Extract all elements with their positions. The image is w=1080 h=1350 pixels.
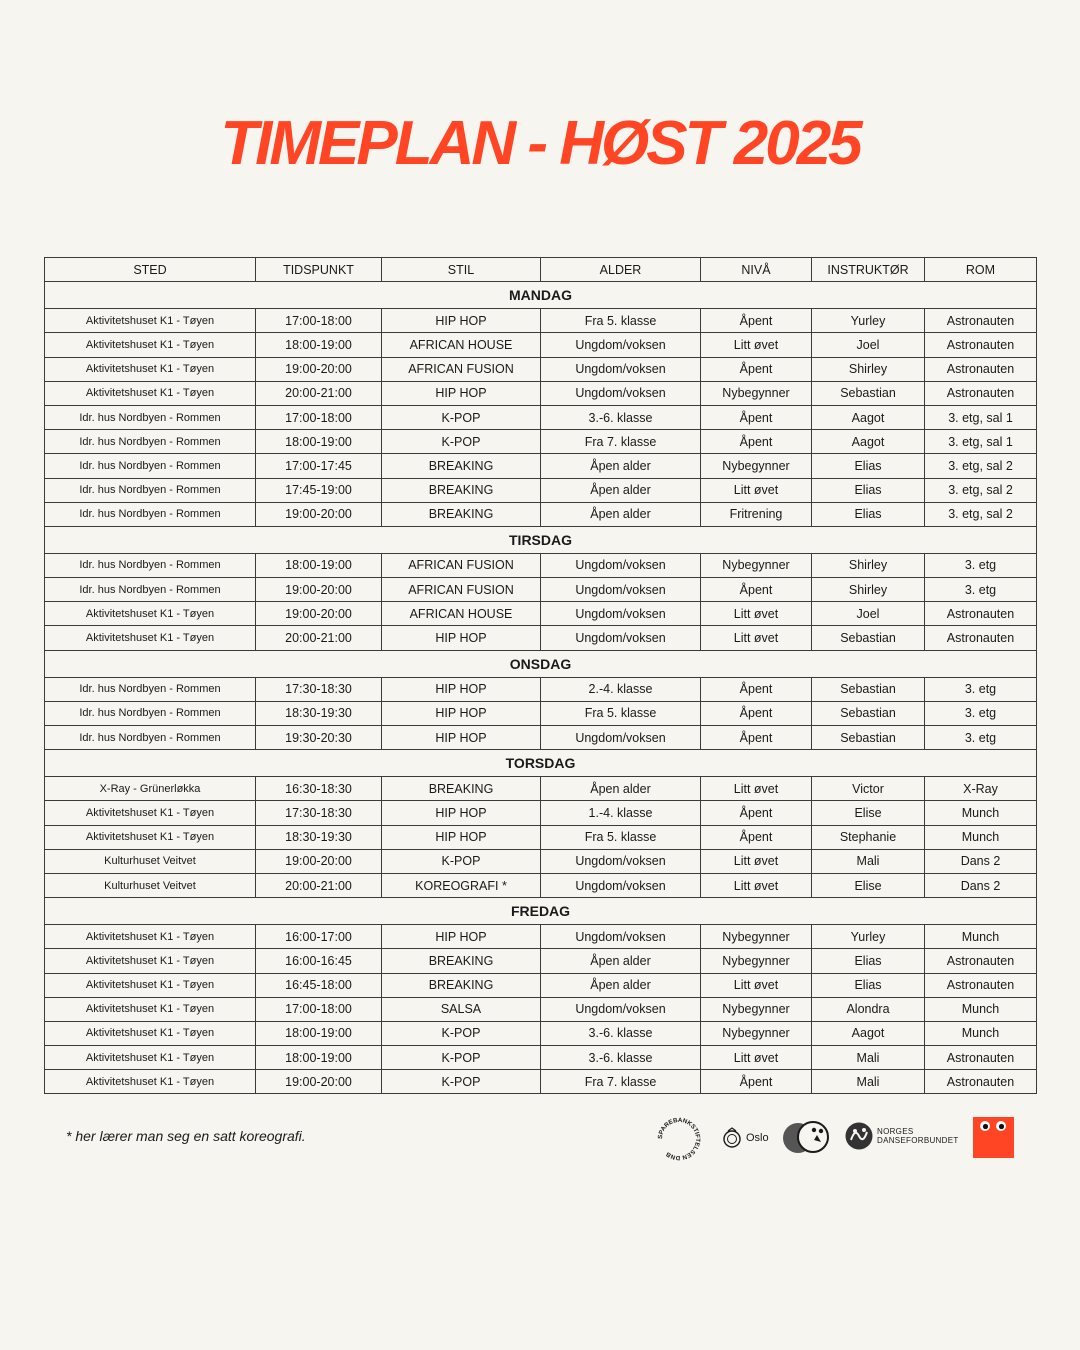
cell-instruktor: Elias [812,454,925,478]
day-heading: ONSDAG [45,650,1037,677]
cell-alder: Ungdom/voksen [541,873,701,897]
cell-alder: Ungdom/voksen [541,553,701,577]
table-row [45,357,1037,381]
cell-rom: Astronauten [925,949,1037,973]
cell-instruktor: Joel [812,333,925,357]
cell-instruktor: Aagot [812,1021,925,1045]
cell-tidspunkt: 16:30-18:30 [256,777,382,801]
cell-sted: Aktivitetshuset K1 - Tøyen [45,1070,256,1094]
cell-niva: Litt øvet [701,626,812,650]
cell-alder: Ungdom/voksen [541,997,701,1021]
cell-stil: K-POP [382,430,541,454]
table-row [45,602,1037,626]
cell-stil: HIP HOP [382,726,541,750]
cell-tidspunkt: 17:00-18:00 [256,997,382,1021]
table-row [45,997,1037,1021]
cell-stil: KOREOGRAFI * [382,873,541,897]
cell-rom: Munch [925,801,1037,825]
cell-stil: K-POP [382,1021,541,1045]
cell-sted: Aktivitetshuset K1 - Tøyen [45,357,256,381]
cell-alder: Åpen alder [541,973,701,997]
cell-niva: Nybegynner [701,454,812,478]
table-row [45,333,1037,357]
table-row [45,626,1037,650]
cell-alder: Fra 7. klasse [541,430,701,454]
table-row [45,1046,1037,1070]
cell-niva: Litt øvet [701,873,812,897]
cell-stil: K-POP [382,405,541,429]
cell-niva: Litt øvet [701,333,812,357]
cell-alder: Ungdom/voksen [541,726,701,750]
cell-instruktor: Sebastian [812,726,925,750]
cell-alder: Fra 5. klasse [541,701,701,725]
table-row [45,873,1037,897]
cell-tidspunkt: 16:45-18:00 [256,973,382,997]
cell-rom: 3. etg, sal 2 [925,454,1037,478]
column-header-tidspunkt: TIDSPUNKT [256,258,382,282]
cell-sted: Kulturhuset Veitvet [45,873,256,897]
cell-stil: HIP HOP [382,381,541,405]
cell-niva: Åpent [701,701,812,725]
cell-sted: Idr. hus Nordbyen - Rommen [45,677,256,701]
cell-instruktor: Yurley [812,925,925,949]
day-heading: TIRSDAG [45,526,1037,553]
cell-niva: Nybegynner [701,381,812,405]
day-header-row [45,650,1037,677]
cell-alder: Ungdom/voksen [541,357,701,381]
cell-rom: Munch [925,925,1037,949]
cell-stil: BREAKING [382,454,541,478]
cell-sted: Aktivitetshuset K1 - Tøyen [45,626,256,650]
column-header-niva: NIVÅ [701,258,812,282]
column-header-instruktor: INSTRUKTØR [812,258,925,282]
cell-instruktor: Mali [812,1070,925,1094]
cell-rom: 3. etg [925,726,1037,750]
cell-sted: Idr. hus Nordbyen - Rommen [45,553,256,577]
table-row [45,925,1037,949]
cell-stil: HIP HOP [382,925,541,949]
cell-instruktor: Shirley [812,357,925,381]
cell-stil: AFRICAN FUSION [382,357,541,381]
cell-rom: 3. etg [925,677,1037,701]
svg-text:SPAREBANKSTIFTELSEN DNB [657,1117,701,1161]
column-header-rom: ROM [925,258,1037,282]
cell-stil: AFRICAN FUSION [382,553,541,577]
danseforbund-text-line2: DANSEFORBUNDET [877,1136,959,1145]
cell-alder: Fra 7. klasse [541,1070,701,1094]
cell-sted: Idr. hus Nordbyen - Rommen [45,578,256,602]
cell-stil: HIP HOP [382,626,541,650]
cell-sted: Aktivitetshuset K1 - Tøyen [45,949,256,973]
cell-alder: Ungdom/voksen [541,849,701,873]
cell-niva: Litt øvet [701,1046,812,1070]
table-row [45,677,1037,701]
cell-niva: Litt øvet [701,602,812,626]
cell-alder: 3.-6. klasse [541,1046,701,1070]
cell-alder: Ungdom/voksen [541,602,701,626]
cell-niva: Nybegynner [701,553,812,577]
cell-rom: Munch [925,1021,1037,1045]
cell-stil: AFRICAN HOUSE [382,333,541,357]
cell-sted: Aktivitetshuset K1 - Tøyen [45,333,256,357]
table-row [45,405,1037,429]
cell-instruktor: Alondra [812,997,925,1021]
cell-niva: Nybegynner [701,925,812,949]
cell-niva: Nybegynner [701,997,812,1021]
cell-alder: 3.-6. klasse [541,405,701,429]
cell-sted: Aktivitetshuset K1 - Tøyen [45,381,256,405]
cell-rom: 3. etg, sal 2 [925,478,1037,502]
cell-rom: Astronauten [925,381,1037,405]
cell-tidspunkt: 19:00-20:00 [256,357,382,381]
sparebank-logo-text: SPAREBANKSTIFTELSEN DNB [656,1116,702,1162]
cell-instruktor: Shirley [812,578,925,602]
cell-stil: K-POP [382,1046,541,1070]
cell-tidspunkt: 17:45-19:00 [256,478,382,502]
column-header-alder: ALDER [541,258,701,282]
cell-stil: BREAKING [382,949,541,973]
table-row [45,578,1037,602]
table-row [45,502,1037,526]
day-heading: MANDAG [45,282,1037,309]
red-eyes-logo [973,1117,1014,1158]
cell-niva: Åpent [701,825,812,849]
cell-rom: 3. etg [925,578,1037,602]
bird-logo [781,1118,831,1156]
column-header-sted: STED [45,258,256,282]
cell-alder: Åpen alder [541,478,701,502]
cell-alder: 1.-4. klasse [541,801,701,825]
cell-sted: X-Ray - Grünerløkka [45,777,256,801]
cell-rom: 3. etg [925,701,1037,725]
cell-rom: Astronauten [925,602,1037,626]
cell-sted: Idr. hus Nordbyen - Rommen [45,701,256,725]
cell-instruktor: Victor [812,777,925,801]
cell-alder: Åpen alder [541,949,701,973]
day-header-row [45,282,1037,309]
cell-sted: Idr. hus Nordbyen - Rommen [45,502,256,526]
cell-stil: BREAKING [382,478,541,502]
cell-niva: Åpent [701,578,812,602]
cell-tidspunkt: 18:00-19:00 [256,553,382,577]
cell-tidspunkt: 17:00-17:45 [256,454,382,478]
cell-niva: Åpent [701,357,812,381]
cell-sted: Aktivitetshuset K1 - Tøyen [45,602,256,626]
cell-rom: Astronauten [925,357,1037,381]
cell-tidspunkt: 20:00-21:00 [256,626,382,650]
cell-niva: Litt øvet [701,777,812,801]
table-row [45,553,1037,577]
cell-stil: AFRICAN FUSION [382,578,541,602]
day-header-row [45,898,1037,925]
cell-sted: Aktivitetshuset K1 - Tøyen [45,925,256,949]
cell-instruktor: Mali [812,849,925,873]
cell-niva: Åpent [701,801,812,825]
cell-tidspunkt: 20:00-21:00 [256,873,382,897]
cell-stil: HIP HOP [382,701,541,725]
cell-tidspunkt: 19:30-20:30 [256,726,382,750]
cell-rom: Astronauten [925,333,1037,357]
footnote: * her lærer man seg en satt koreografi. [66,1128,306,1144]
cell-stil: HIP HOP [382,825,541,849]
oslo-logo-text: Oslo [746,1132,769,1144]
cell-alder: Åpen alder [541,502,701,526]
cell-rom: Astronauten [925,626,1037,650]
cell-tidspunkt: 19:00-20:00 [256,1070,382,1094]
cell-rom: Munch [925,825,1037,849]
cell-tidspunkt: 17:00-18:00 [256,309,382,333]
cell-sted: Aktivitetshuset K1 - Tøyen [45,801,256,825]
cell-tidspunkt: 18:30-19:30 [256,825,382,849]
cell-alder: Ungdom/voksen [541,925,701,949]
cell-niva: Fritrening [701,502,812,526]
cell-sted: Aktivitetshuset K1 - Tøyen [45,825,256,849]
cell-niva: Nybegynner [701,949,812,973]
cell-tidspunkt: 18:00-19:00 [256,333,382,357]
cell-rom: Dans 2 [925,873,1037,897]
cell-instruktor: Mali [812,1046,925,1070]
cell-tidspunkt: 17:30-18:30 [256,801,382,825]
cell-instruktor: Sebastian [812,626,925,650]
sparebankstiftelsen-logo [654,1114,704,1164]
day-heading: FREDAG [45,898,1037,925]
table-row [45,454,1037,478]
table-row [45,825,1037,849]
table-row [45,849,1037,873]
cell-rom: Astronauten [925,1046,1037,1070]
cell-alder: Ungdom/voksen [541,626,701,650]
table-row [45,1070,1037,1094]
cell-sted: Idr. hus Nordbyen - Rommen [45,405,256,429]
cell-niva: Litt øvet [701,973,812,997]
cell-niva: Litt øvet [701,849,812,873]
cell-instruktor: Sebastian [812,677,925,701]
cell-instruktor: Elias [812,502,925,526]
table-row [45,726,1037,750]
cell-alder: Ungdom/voksen [541,578,701,602]
table-row [45,801,1037,825]
cell-alder: Åpen alder [541,454,701,478]
cell-tidspunkt: 18:00-19:00 [256,1046,382,1070]
cell-alder: Fra 5. klasse [541,825,701,849]
cell-instruktor: Sebastian [812,701,925,725]
cell-stil: BREAKING [382,973,541,997]
cell-instruktor: Elise [812,801,925,825]
table-row [45,430,1037,454]
cell-niva: Åpent [701,309,812,333]
cell-rom: X-Ray [925,777,1037,801]
cell-tidspunkt: 19:00-20:00 [256,578,382,602]
cell-rom: Astronauten [925,973,1037,997]
cell-tidspunkt: 19:00-20:00 [256,602,382,626]
cell-stil: HIP HOP [382,801,541,825]
schedule-table [44,257,1037,1094]
cell-rom: 3. etg [925,553,1037,577]
oslo-logo [722,1127,769,1149]
cell-rom: Munch [925,997,1037,1021]
header-row [45,258,1037,282]
cell-sted: Aktivitetshuset K1 - Tøyen [45,309,256,333]
cell-alder: Ungdom/voksen [541,381,701,405]
danseforbund-text-line1: NORGES [877,1127,914,1136]
cell-niva: Åpent [701,430,812,454]
day-heading: TORSDAG [45,750,1037,777]
cell-niva: Litt øvet [701,478,812,502]
cell-alder: Åpen alder [541,777,701,801]
cell-alder: Fra 5. klasse [541,309,701,333]
cell-stil: AFRICAN HOUSE [382,602,541,626]
cell-stil: HIP HOP [382,677,541,701]
cell-sted: Idr. hus Nordbyen - Rommen [45,478,256,502]
cell-sted: Aktivitetshuset K1 - Tøyen [45,997,256,1021]
cell-stil: K-POP [382,1070,541,1094]
cell-instruktor: Shirley [812,553,925,577]
cell-stil: BREAKING [382,777,541,801]
cell-stil: HIP HOP [382,309,541,333]
cell-sted: Kulturhuset Veitvet [45,849,256,873]
cell-tidspunkt: 20:00-21:00 [256,381,382,405]
danseforbund-logo [845,1122,959,1150]
cell-stil: SALSA [382,997,541,1021]
cell-niva: Åpent [701,1070,812,1094]
cell-tidspunkt: 19:00-20:00 [256,849,382,873]
day-header-row [45,750,1037,777]
cell-alder: 2.-4. klasse [541,677,701,701]
cell-instruktor: Yurley [812,309,925,333]
cell-tidspunkt: 18:30-19:30 [256,701,382,725]
cell-rom: Astronauten [925,309,1037,333]
cell-alder: 3.-6. klasse [541,1021,701,1045]
cell-rom: Astronauten [925,1070,1037,1094]
cell-tidspunkt: 19:00-20:00 [256,502,382,526]
cell-tidspunkt: 17:00-18:00 [256,405,382,429]
column-header-stil: STIL [382,258,541,282]
cell-stil: K-POP [382,849,541,873]
cell-stil: BREAKING [382,502,541,526]
cell-niva: Åpent [701,405,812,429]
cell-tidspunkt: 17:30-18:30 [256,677,382,701]
cell-rom: 3. etg, sal 1 [925,405,1037,429]
cell-rom: 3. etg, sal 1 [925,430,1037,454]
table-row [45,701,1037,725]
oslo-seal-icon [722,1127,742,1149]
cell-sted: Aktivitetshuset K1 - Tøyen [45,973,256,997]
cell-tidspunkt: 18:00-19:00 [256,1021,382,1045]
cell-niva: Nybegynner [701,1021,812,1045]
cell-instruktor: Elise [812,873,925,897]
cell-instruktor: Sebastian [812,381,925,405]
cell-instruktor: Aagot [812,430,925,454]
table-row [45,309,1037,333]
cell-rom: Dans 2 [925,849,1037,873]
page-title: TIMEPLAN - HØST 2025 [220,109,860,178]
cell-instruktor: Aagot [812,405,925,429]
cell-tidspunkt: 16:00-16:45 [256,949,382,973]
cell-tidspunkt: 18:00-19:00 [256,430,382,454]
cell-niva: Åpent [701,677,812,701]
cell-instruktor: Elias [812,973,925,997]
cell-niva: Åpent [701,726,812,750]
schedule-body [45,282,1037,1094]
table-row [45,973,1037,997]
cell-alder: Ungdom/voksen [541,333,701,357]
cell-instruktor: Joel [812,602,925,626]
table-row [45,1021,1037,1045]
table-row [45,777,1037,801]
cell-sted: Aktivitetshuset K1 - Tøyen [45,1021,256,1045]
cell-instruktor: Elias [812,949,925,973]
danseforbund-emblem-icon [845,1122,873,1150]
cell-sted: Idr. hus Nordbyen - Rommen [45,454,256,478]
table-row [45,381,1037,405]
day-header-row [45,526,1037,553]
table-row [45,478,1037,502]
cell-sted: Aktivitetshuset K1 - Tøyen [45,1046,256,1070]
cell-instruktor: Stephanie [812,825,925,849]
cell-tidspunkt: 16:00-17:00 [256,925,382,949]
cell-rom: 3. etg, sal 2 [925,502,1037,526]
table-row [45,949,1037,973]
cell-instruktor: Elias [812,478,925,502]
cell-sted: Idr. hus Nordbyen - Rommen [45,726,256,750]
cell-sted: Idr. hus Nordbyen - Rommen [45,430,256,454]
